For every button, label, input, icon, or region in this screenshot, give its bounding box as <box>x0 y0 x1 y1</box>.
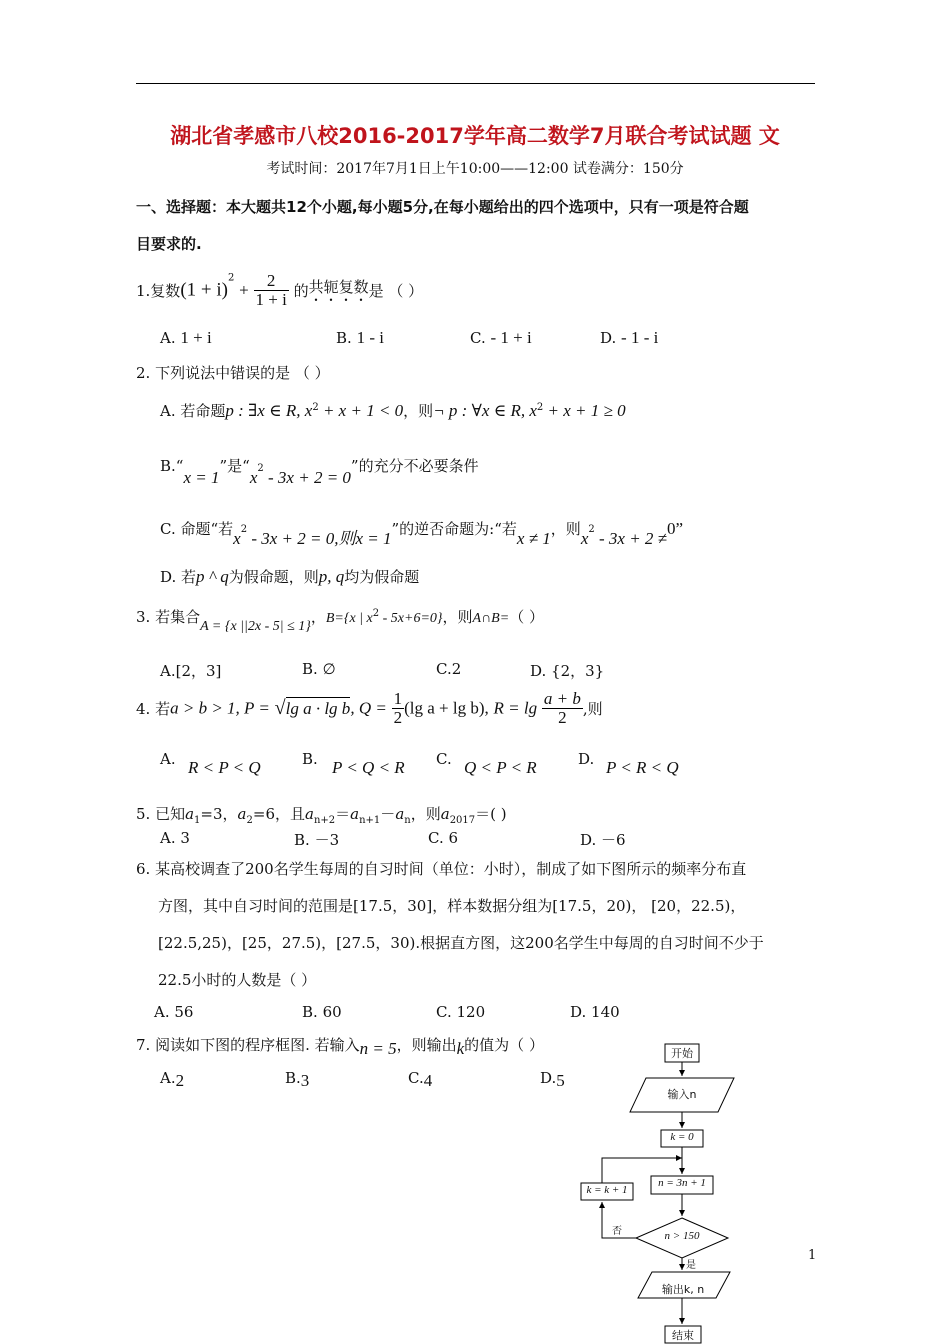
question-6-line4: 22.5小时的人数是（ ） <box>158 971 317 989</box>
q4-option-b-text: P < Q < R <box>332 758 405 777</box>
q7-option-b: B.3 <box>285 1069 310 1090</box>
q1-option-a: A. 1 + i <box>160 328 212 347</box>
q2-option-b: B.“x = 1”是“$x^2 - 3x + 2 = 0$”的充分不必要条件 <box>160 457 479 487</box>
question-2: 2. 下列说法中错误的是 （ ） <box>136 364 330 382</box>
flow-start-label: 开始 <box>671 1047 693 1060</box>
q7-option-a: A.2 <box>160 1069 185 1090</box>
exam-info: 考试时间：2017年7月1日上午10:00——12:00 试卷满分：150分 <box>266 161 684 177</box>
flow-init-label: k = 0 <box>670 1131 694 1143</box>
q2-option-d: D. 若p ^ q为假命题，则p, q均为假命题 <box>160 567 420 586</box>
top-rule <box>136 83 815 84</box>
q4-option-d-text: P < R < Q <box>606 758 679 777</box>
q3-option-c: C.2 <box>436 660 462 678</box>
q4-option-d: D. <box>578 750 595 768</box>
flow-cond-label: n > 150 <box>664 1230 700 1242</box>
q4-option-b: B. <box>302 750 318 768</box>
page-number: 1 <box>808 1248 817 1263</box>
question-5: 5. 已知$a_1=3$，$a_2=6$，且$a_{n+2}=a_{n+1}-a_n$，则$a_{2017}=$( ) <box>136 805 507 826</box>
q2-option-c: C. 命题“若$x^2 - 3x + 2 = 0$,则x = 1”的逆否命题为:“若x ≠ 1，则$x^2 - 3x + 2 \ne 0$” <box>160 519 684 548</box>
section-heading: 一、选择题：本大题共12个小题,每小题5分,在每小题给出的四个选项中，只有一项是符合题 <box>136 198 749 216</box>
q7-option-c: C.4 <box>408 1069 433 1090</box>
q1-option-c: C. - 1 + i <box>470 328 532 347</box>
question-4: 4. 若a > b > 1, P = √lg a · lg b, Q = $\frac{1}{2}$ (lg a + lg b), R = lg $\frac{a + b}{2}$ ,则 <box>136 689 603 727</box>
flow-update-k-label: k = k + 1 <box>586 1184 628 1196</box>
q6-option-b: B. 60 <box>302 1003 342 1021</box>
q4-option-a: A. <box>160 750 176 768</box>
q4-option-a-text: R < P < Q <box>188 758 261 777</box>
question-6-line2: 方图，其中自习时间的范围是[17.5，30]，样本数据分组为[17.5，20)， [20，22.5)， <box>158 897 746 915</box>
q6-option-c: C. 120 <box>436 1003 486 1021</box>
flow-output-label: 输出k, n <box>661 1283 705 1296</box>
question-3: 3. 若集合A = {x ||2x - 5| ≤ 1}，B={x | $x^2 - 5x+6=0$}，则A∩B=（ ） <box>136 608 544 634</box>
q4-option-c-text: Q < P < R <box>464 758 537 777</box>
flow-input-label: 输入n <box>667 1088 697 1101</box>
q6-option-a: A. 56 <box>154 1003 194 1021</box>
q5-option-a: A. 3 <box>160 829 190 847</box>
q1-option-d: D. - 1 - i <box>600 328 659 347</box>
q7-option-d: D.5 <box>540 1069 565 1090</box>
q5-option-d: D. －6 <box>580 831 626 849</box>
page-title: 湖北省孝感市八校2016-2017学年高二数学7月联合考试试题 文 <box>170 124 780 148</box>
q4-option-c: C. <box>436 750 452 768</box>
q5-option-c: C. 6 <box>428 829 459 847</box>
question-7: 7. 阅读如下图的程序框图. 若输入n = 5，则输出k的值为（ ） <box>136 1036 544 1058</box>
flow-update-n-label: n = 3n + 1 <box>658 1177 706 1189</box>
q3-option-b: B. ∅ <box>302 660 336 678</box>
fraction: $\frac{2}{1 + i}$ <box>255 271 287 309</box>
q3-option-a: A.[2，3] <box>160 662 222 680</box>
q3-option-d: D. {2，3} <box>530 662 605 680</box>
q1-option-b: B. 1 - i <box>336 328 384 347</box>
q5-option-b: B. －3 <box>294 831 340 849</box>
section-heading-cont: 目要求的. <box>136 235 202 253</box>
question-1: 1.复数$(1 + i)^2$ + $\frac{2}{1 + i}$ 的共轭复数是 （ ） <box>136 271 424 309</box>
question-6: 6. 某高校调查了200名学生每周的自习时间（单位：小时），制成了如下图所示的频率分布直 <box>136 860 747 878</box>
flow-yes-label: 是 <box>686 1260 696 1271</box>
q6-option-d: D. 140 <box>570 1003 620 1021</box>
flow-end-label: 结束 <box>672 1329 694 1342</box>
flow-no-label: 否 <box>612 1226 622 1237</box>
q2-option-a: A. 若命题p : ∃x ∈ R, $x^2 + x + 1 < 0$，则¬ p : ∀x ∈ R, $x^2 + x + 1 \ge 0$ <box>160 401 626 420</box>
question-6-line3: [22.5,25)，[25，27.5)，[27.5，30).根据直方图，这200名学生中每周的自习时间不少于 <box>158 934 764 952</box>
